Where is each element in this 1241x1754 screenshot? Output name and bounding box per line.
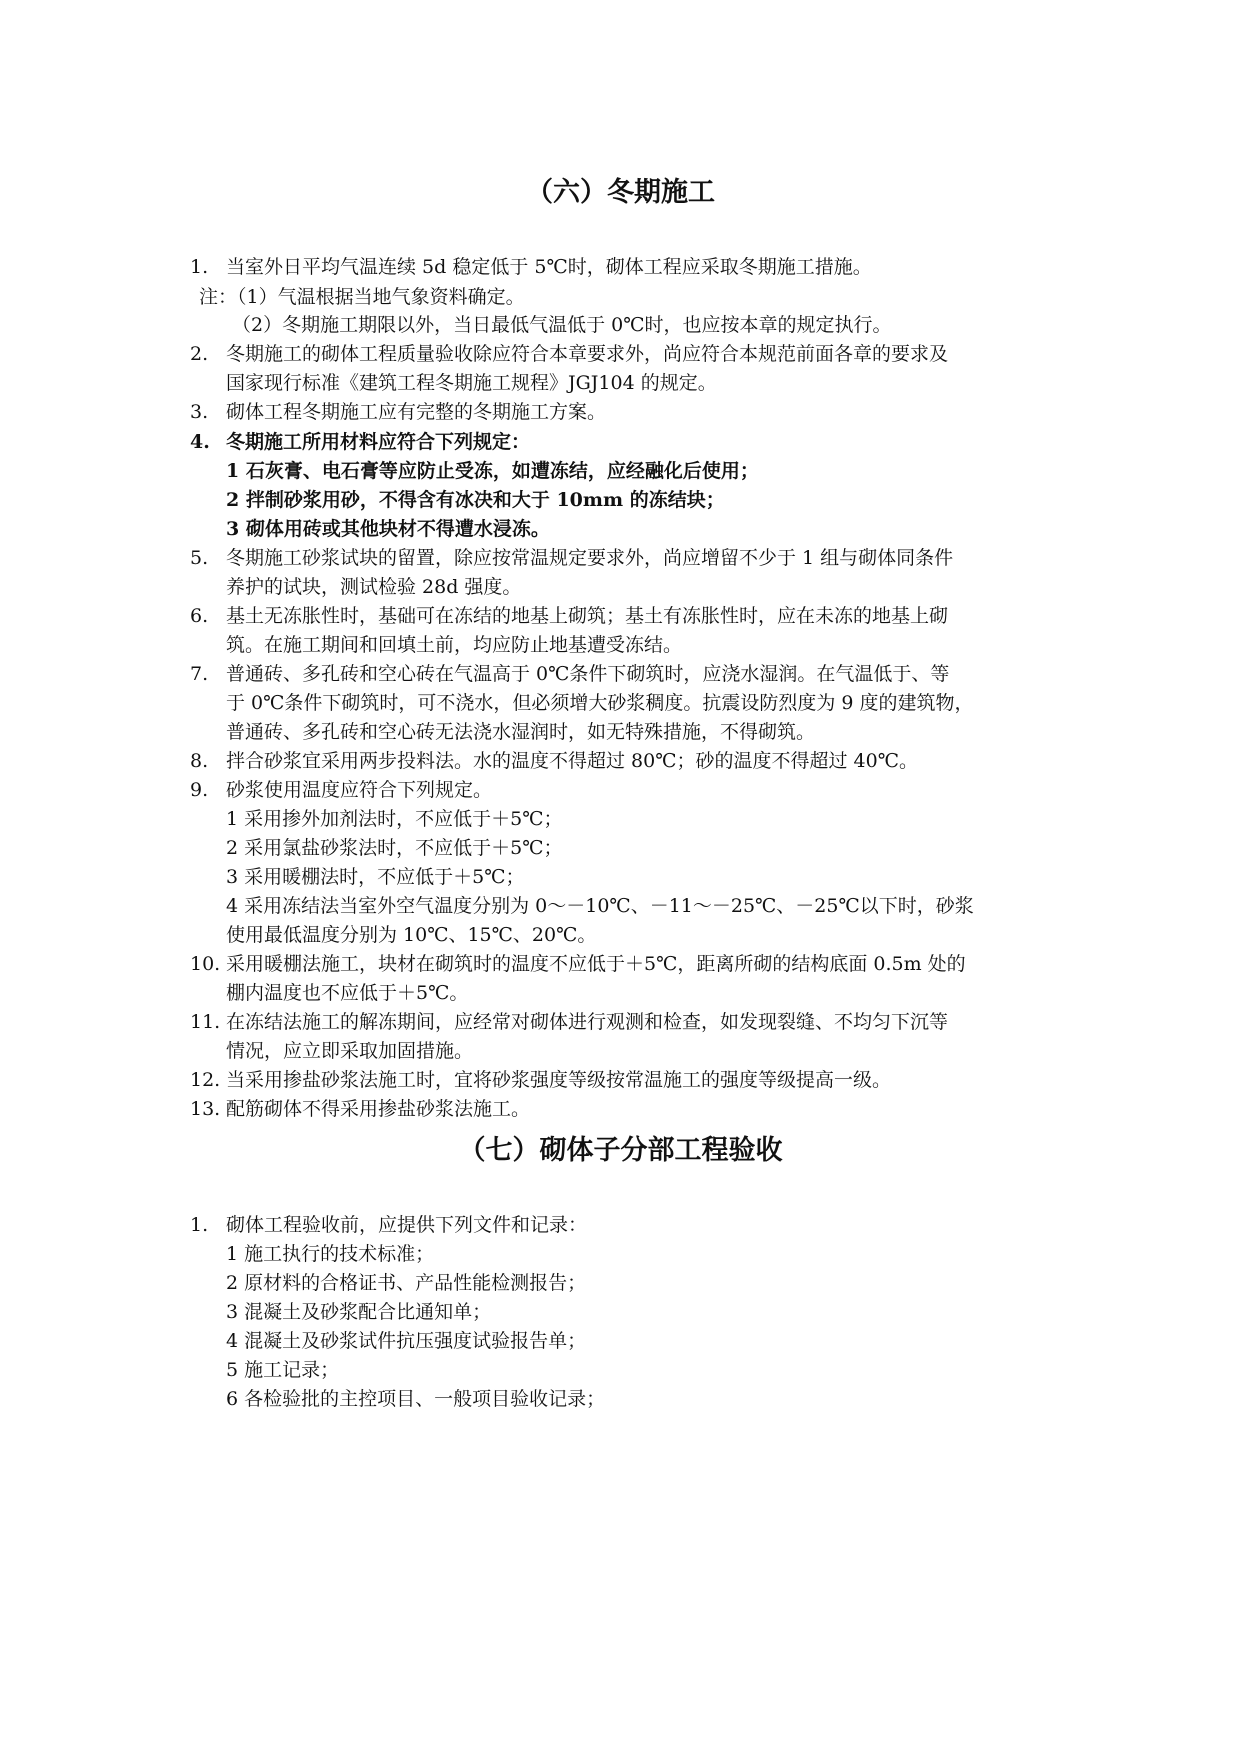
item-number: 3. <box>190 401 209 423</box>
item-number: 6. <box>190 605 209 627</box>
sub-item: 3 采用暖棚法时，不应低于＋5℃； <box>226 866 525 888</box>
item-text: 普通砖、多孔砖和空心砖在气温高于 0℃条件下砌筑时，应浇水湿润。在气温低于、等 <box>226 663 950 685</box>
item-text: 砌体工程验收前，应提供下列文件和记录： <box>226 1214 588 1236</box>
item-number: 8. <box>190 750 209 772</box>
item-number: 13. <box>190 1098 221 1120</box>
item-text: 在冻结法施工的解冻期间，应经常对砌体进行观测和检查，如发现裂缝、不均匀下沉等 <box>226 1011 949 1033</box>
list-item <box>190 600 1060 632</box>
item-number: 7. <box>190 663 209 685</box>
list-item <box>190 1064 1060 1096</box>
list-item <box>190 426 1060 458</box>
item-text-continued: 棚内温度也不应低于＋5℃。 <box>226 982 469 1004</box>
item-text-continued: 养护的试块，测试检验 28d 强度。 <box>226 576 522 598</box>
sub-item: 4 混凝土及砂浆试件抗压强度试验报告单； <box>226 1330 587 1352</box>
item-text-continued: 于 0℃条件下砌筑时，可不浇水，但必须增大砂浆稠度。抗震设防烈度为 9 度的建筑物， <box>226 692 974 714</box>
item-text: 当室外日平均气温连续 5d 稳定低于 5℃时，砌体工程应采取冬期施工措施。 <box>226 256 872 278</box>
item-text: 基土无冻胀性时，基础可在冻结的地基上砌筑；基土有冻胀性时，应在未冻的地基上砌 <box>226 605 949 627</box>
item-text-continued: 普通砖、多孔砖和空心砖无法浇水湿润时，如无特殊措施，不得砌筑。 <box>226 721 816 743</box>
note-line: 注：（1）气温根据当地气象资料确定。 <box>199 286 525 308</box>
item-number: 11. <box>190 1011 221 1033</box>
sub-item: 5 施工记录； <box>226 1359 340 1381</box>
item-text: 冬期施工砂浆试块的留置，除应按常温规定要求外，尚应增留不少于 1 组与砌体同条件 <box>226 547 954 569</box>
item-text-continued: 筑。在施工期间和回填土前，均应防止地基遭受冻结。 <box>226 634 683 656</box>
sub-item: 2 采用氯盐砂浆法时，不应低于＋5℃； <box>226 837 563 859</box>
note-line: （2）冬期施工期限以外，当日最低气温低于 0℃时，也应按本章的规定执行。 <box>232 314 892 336</box>
list-item <box>190 658 1060 690</box>
item-text: 冬期施工的砌体工程质量验收除应符合本章要求外，尚应符合本规范前面各章的要求及 <box>226 343 949 365</box>
item-text: 冬期施工所用材料应符合下列规定： <box>226 431 531 453</box>
item-text: 当采用掺盐砂浆法施工时，宜将砂浆强度等级按常温施工的强度等级提高一级。 <box>226 1069 892 1091</box>
list-item <box>190 338 1060 370</box>
sub-item: 2 拌制砂浆用砂，不得含有冰决和大于 10mm 的冻结块； <box>226 489 725 511</box>
sub-item: 3 混凝土及砂浆配合比通知单； <box>226 1301 492 1323</box>
item-number: 1. <box>190 256 209 278</box>
list-item <box>190 542 1060 574</box>
sub-item: 1 施工执行的技术标准； <box>226 1243 435 1265</box>
list-item <box>190 774 1060 806</box>
list-item <box>190 948 1060 980</box>
item-number: 2. <box>190 343 209 365</box>
item-number: 12. <box>190 1069 221 1091</box>
item-number: 5. <box>190 547 209 569</box>
list-item <box>190 1006 1060 1038</box>
item-text: 砌体工程冬期施工应有完整的冬期施工方案。 <box>226 401 607 423</box>
item-text: 拌合砂浆宜采用两步投料法。水的温度不得超过 80℃；砂的温度不得超过 40℃。 <box>226 750 918 772</box>
item-text: 砂浆使用温度应符合下列规定。 <box>226 779 493 801</box>
list-item <box>190 1093 1060 1125</box>
sub-item: 1 石灰膏、电石膏等应防止受冻，如遭冻结，应经融化后使用； <box>226 460 759 482</box>
sub-item: 6 各检验批的主控项目、一般项目验收记录； <box>226 1388 606 1410</box>
item-number: 9. <box>190 779 209 801</box>
item-number: 1. <box>190 1214 209 1236</box>
list-item <box>190 745 1060 777</box>
list-item <box>190 251 1060 283</box>
list-item <box>190 1209 1060 1241</box>
item-text: 采用暖棚法施工，块材在砌筑时的温度不应低于＋5℃，距离所砌的结构底面 0.5m 处的 <box>226 953 966 975</box>
sub-item: 1 采用掺外加剂法时，不应低于＋5℃； <box>226 808 563 830</box>
list-item <box>190 396 1060 428</box>
item-text: 配筋砌体不得采用掺盐砂浆法施工。 <box>226 1098 531 1120</box>
item-number: 10. <box>190 953 221 975</box>
section-6-title: （六）冬期施工 <box>526 177 715 208</box>
item-number: 4. <box>190 431 210 453</box>
item-text-continued: 使用最低温度分别为 10℃、15℃、20℃。 <box>226 924 597 946</box>
item-text-continued: 情况，应立即采取加固措施。 <box>226 1040 474 1062</box>
sub-item: 4 采用冻结法当室外空气温度分别为 0～－10℃、－11～－25℃、－25℃以下时，砂浆 <box>226 895 974 917</box>
item-text-continued: 国家现行标准《建筑工程冬期施工规程》JGJ104 的规定。 <box>226 372 717 394</box>
sub-item: 2 原材料的合格证书、产品性能检测报告； <box>226 1272 587 1294</box>
sub-item: 3 砌体用砖或其他块材不得遭水浸冻。 <box>226 518 550 540</box>
section-7-title: （七）砌体子分部工程验收 <box>458 1135 783 1166</box>
